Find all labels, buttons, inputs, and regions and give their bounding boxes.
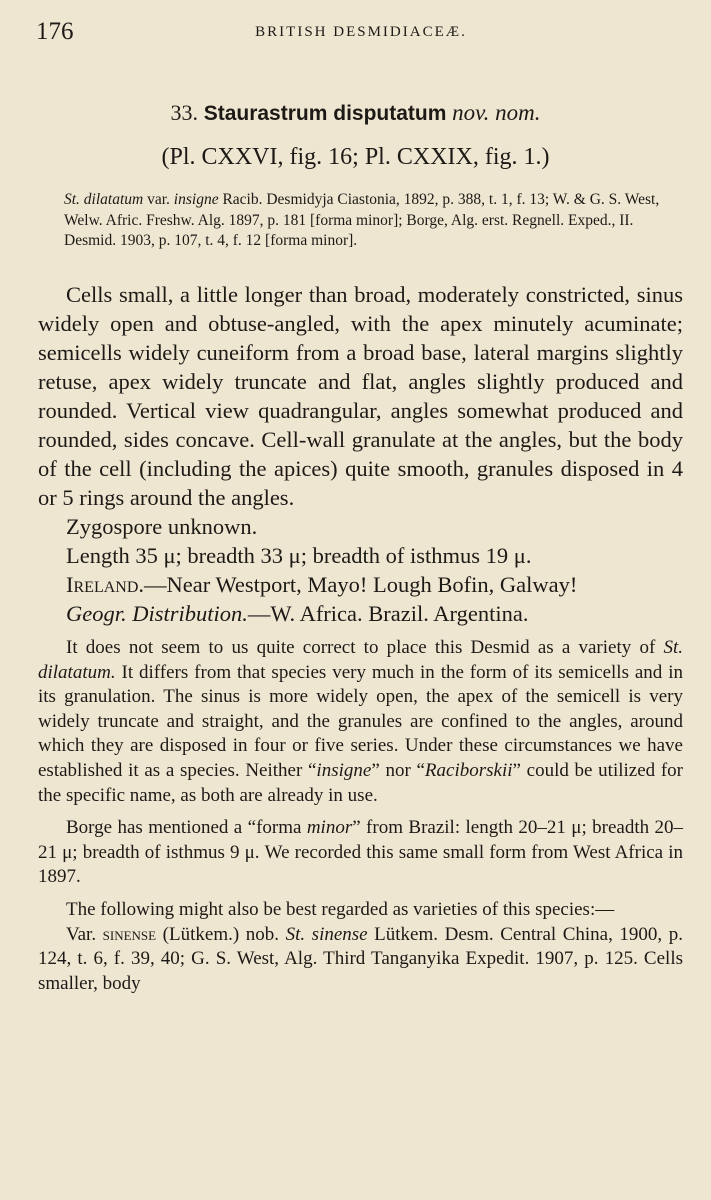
note-text: Borge has mentioned a “forma xyxy=(66,817,307,839)
note-text: It does not seem to us quite correct to place this Desmid as a variety of xyxy=(66,637,664,658)
synonym-citations: Racib. Desmidyja Ciastonia, 1892, p. 388, t. 1, f. 13; W. & G. S. West, Welw. Afric. Freshw. Alg. 1897, p. 181 [forma minor]; Borge, Alg. erst. Regnell. Exped., II. Desmid. 1903, p. 107, t. 4, f. 12 [forma minor]. xyxy=(64,191,660,249)
species-description xyxy=(38,280,683,996)
note-text: (Lütkem.) nob. xyxy=(156,923,286,945)
synonymy-block xyxy=(64,190,680,252)
distribution-line xyxy=(38,599,683,628)
note-text: ” could be utilized for the specific name, as both are already in use. xyxy=(38,759,684,806)
description-paragraph: Cells small, a little longer than broad, moderately constricted, sinus widely open and obtuse-angled, with the apex minutely acuminate; semicells widely cuneiform from a broad base, lateral margins slightly retuse, apex widely truncate and flat, angles slightly produced and rounded. Vertical view quadrangular, angles somewhat produced and rounded, sides concave. Cell-wall granulate at the angles, but the body of the cell (including the apices) quite smooth, granules disposed in 4 or 5 rings around the angles. xyxy=(38,282,683,510)
species-number: 33. xyxy=(170,100,198,125)
variety-name: sinense xyxy=(102,923,157,945)
plate-references: (Pl. CXXVI, fig. 16; Pl. CXXIX, fig. 1.) xyxy=(161,144,550,170)
notes-block xyxy=(38,636,683,996)
distribution-label: Geogr. Distribution. xyxy=(66,601,248,626)
running-head: BRITISH DESMIDIACEÆ. xyxy=(255,24,467,40)
note-italic: minor xyxy=(306,817,353,839)
species-nov-nom: nov. nom. xyxy=(452,100,541,125)
note-paragraph-1 xyxy=(38,636,683,808)
note-text: Lütkem. Desm. Central China, 1900, p. 124, t. 6, f. 39, 40; G. S. West, Alg. Third Tanganyika Expedit. 1907, p. 125. Cells smaller, body xyxy=(38,923,684,994)
ireland-line xyxy=(38,570,683,599)
synonym-name: St. dilatatum xyxy=(64,191,144,208)
note-italic: insigne xyxy=(316,759,372,781)
note-text: It differs from that species very much in the form of its semicells and in its granulation. The sinus is more widely open, the apex of the semicell is very widely truncate and straight, and the granules are confined to the angles, around which they are disposed in four or five series. Under these circumstances we have established it as a species. Neither “ xyxy=(38,661,683,781)
note-text: ” from Brazil: length 20–21 μ; breadth 20–21 μ; breadth of isthmus 9 μ. We recorded this same small form from West Africa in 1897. xyxy=(38,817,683,888)
ireland-label: Ireland. xyxy=(66,572,145,597)
synonym-insigne: insigne xyxy=(173,191,219,208)
note-paragraph-2 xyxy=(38,816,683,890)
species-name: Staurastrum disputatum xyxy=(203,102,447,125)
note-italic: Raciborskii xyxy=(424,759,513,781)
note-italic: St. sinense xyxy=(285,923,368,945)
note-text: Var. xyxy=(66,923,103,945)
dimensions-line: Length 35 μ; breadth 33 μ; breadth of isthmus 19 μ. xyxy=(66,543,532,568)
zygospore-line: Zygospore unknown. xyxy=(66,514,258,539)
page-number: 176 xyxy=(36,18,74,45)
page-header xyxy=(36,14,686,54)
note-paragraph-3: The following might also be best regarded as varieties of this species:— xyxy=(66,898,615,920)
note-italic: St. dilatatum. xyxy=(38,637,683,683)
species-heading xyxy=(0,100,711,126)
synonym-var: var. xyxy=(143,191,174,208)
variety-paragraph xyxy=(38,923,683,997)
note-text: ” nor “ xyxy=(371,759,425,781)
ireland-localities: —Near Westport, Mayo! Lough Bofin, Galway! xyxy=(144,572,578,597)
distribution-text: —W. Africa. Brazil. Argentina. xyxy=(247,601,529,626)
